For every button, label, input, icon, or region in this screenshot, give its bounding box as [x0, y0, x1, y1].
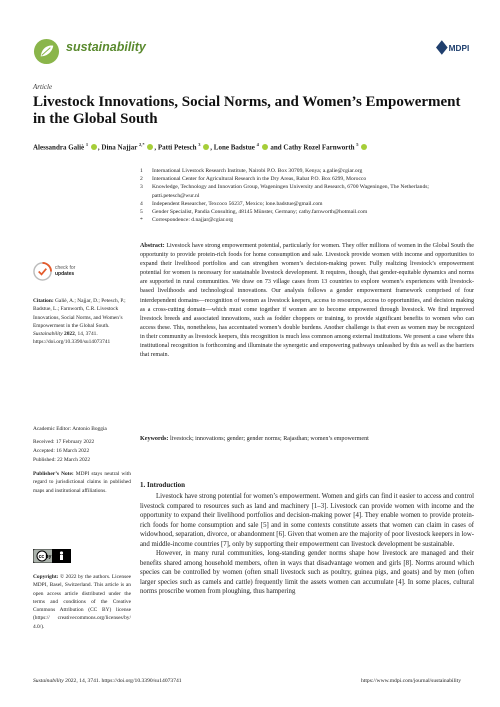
author-name[interactable]: Patti Petesch [157, 143, 197, 152]
check-for-updates-label: updates [55, 271, 75, 277]
author-affiliation-mark: 1 [85, 142, 89, 147]
author-name[interactable]: Lone Badstue [213, 143, 255, 152]
footer-citation [33, 678, 182, 684]
journal-name[interactable]: sustainability [66, 40, 146, 54]
abstract-label: Abstract: [140, 243, 165, 249]
citation-doi[interactable]: , 14, 3741. https://doi.org/10.3390/su14073741 [33, 331, 111, 346]
check-for-updates-label: check for [55, 265, 76, 271]
keywords [140, 435, 474, 444]
published-date [33, 456, 94, 465]
body-text [140, 492, 474, 597]
orcid-icon[interactable] [91, 144, 97, 150]
abstract [140, 242, 474, 360]
affiliation-row [140, 167, 475, 175]
affiliation-number: 2 [140, 176, 143, 183]
affiliation-number: 4 [140, 200, 143, 207]
keywords-label: Keywords: [140, 436, 169, 442]
affiliation-row [140, 216, 475, 224]
affiliation-text: International Center for Agricultural Research in the Dry Areas, Rabat P.O. Box 6299, Morocco [152, 176, 367, 183]
publisher-note [33, 470, 131, 495]
mdpi-logo[interactable] [436, 40, 469, 55]
journal-logo-icon [33, 38, 60, 65]
publisher-note-label: Publisher’s Note: [33, 471, 74, 477]
accepted-date [33, 447, 94, 456]
accepted-label: Accepted: [33, 448, 55, 454]
keywords-text: livestock; innovations; gender; gender norms; Rajasthan; women’s empowerment [169, 436, 369, 442]
affiliation-number: 5 [140, 209, 143, 216]
author-affiliation-mark: 5 [356, 142, 359, 147]
editor-name: Antonio Boggia [72, 426, 107, 432]
paragraph: However, in many rural communities, long-standing gender norms shape how livestock are managed and their benefits shared among household members, often in ways that disadvantage women and girls [8]. Norms around which species can be controlled by women (often small livestock such as poultry, guinea pigs, and goats) and by men (often larger species such as camels and cattle) frequently limit the assets women can accumulate [4]. In some places, cultural norms proscribe women from ploughing, thus hampering [140, 550, 474, 595]
published-label: Published: [33, 457, 56, 463]
article-type: Article [33, 83, 53, 91]
paragraph: Livestock have strong potential for women’s empowerment. Women and girls can find it easier to access and control livestock compared to resources such as land and machinery [1–3]. Livestock can provide women with income and the opportunity to expand their livelihood portfolios and decision-making power [4]. They enable women to provide protein-rich foods for home consumption and sale [5] and in some contexts constitute assets that women can claim in cases of widowhood, separation, divorce, or abandonment [6]. Given that women are the majority of poor livestock keepers in low- and middle-income countries [7], only by supporting their empowerment can livestock development be sustainable. [140, 493, 474, 548]
affiliation-text: Gender Specialist, Pandia Consulting, 48145 Münster, Germany; cathy.farnworth@hotmail.com [152, 209, 368, 216]
affiliation-row [140, 183, 475, 199]
affiliation-number: * [140, 217, 143, 224]
copyright-label: Copyright: [33, 574, 59, 580]
footer-journal-link[interactable]: https://www.mdpi.com/journal/sustainability [361, 678, 462, 684]
page-title: Livestock Innovations, Social Norms, and Women’s Empowerment in the Global South [33, 94, 461, 127]
check-for-updates-button[interactable] [33, 261, 95, 283]
affiliation-number: 1 [140, 168, 143, 174]
received-value: 17 February 2022 [55, 439, 95, 445]
orcid-icon[interactable] [361, 144, 367, 150]
citation-block [33, 297, 131, 347]
affiliation-row [140, 200, 475, 208]
received-date [33, 438, 94, 447]
orcid-icon[interactable] [203, 144, 209, 150]
author-affiliation-mark: 4 [256, 142, 259, 147]
mdpi-logo-text: MDPI [448, 43, 469, 53]
check-for-updates-icon [33, 262, 52, 281]
author-list: Alessandra Galiè $^1$ , Dina Najjar $^{2,*}$ , Patti Petesch $^3$ , Lone Badstue $^4$ and Cathy Rozel Farnworth $^5$ [33, 140, 473, 152]
correspondence-text: Correspondence: d.najjar@cgiar.org [152, 217, 234, 224]
editor-label: Academic Editor: [33, 426, 72, 432]
affiliations [140, 167, 475, 224]
publisher-note-text: MDPI stays neutral with regard to jurisdictional claims in published maps and institutional affiliations. [33, 471, 131, 494]
author-affiliation-mark: 2,* [138, 142, 145, 147]
article-dates [33, 438, 94, 465]
footer-doi[interactable]: 2022, 14, 3741. https://doi.org/10.3390/su14073741 [63, 678, 182, 684]
citation-year: 2022 [64, 331, 75, 338]
affiliation-number: 3 [140, 184, 143, 191]
copyright-notice [33, 573, 131, 631]
affiliation-row [140, 208, 475, 216]
copyright-text: © 2022 by the authors. Licensee MDPI, Basel, Switzerland. This article is an open access article distributed under the terms and conditions of the Creative Commons Attribution (CC BY) license (https:// creativecommons.org/licenses/by/ 4.0/). [33, 574, 131, 630]
affiliation-text: Independent Researcher, Texcoco 56237, Mexico; lone.badstue@gmail.com [152, 200, 323, 207]
author-name[interactable]: Dina Najjar [101, 143, 138, 152]
received-label: Received: [33, 439, 55, 445]
orcid-icon[interactable] [147, 144, 153, 150]
section-heading: 1. Introduction [140, 481, 185, 489]
cc-by-license-badge[interactable] [33, 549, 71, 563]
abstract-text: Livestock have strong empowerment potential, particularly for women. They offer millions of women in the Global South the opportunity to provide protein-rich foods for home consumption and sale. Livestock provide women with income and opportunities to expand their livelihood portfolios and can strengthen women’s decision-making power. Fully realizing livestock’s empowerment potential for women is necessary for sustainable livestock development. It requires, though, that gender-equitable dynamics and norms are supported in rural communities. We draw on 73 village cases from 13 countries to explore women’s experiences with livestock-based livelihoods and technological innovations. Our analysis follows a gender empowerment framework comprised of four interdependent domains—recognition of women as livestock keepers, access to resources, access to opportunities, and decision making as a cross-cutting domain—which must come together if women are to become empowered through livestock. We find improved livestock breeds and associated innovations, such as fodder choppers or training, to provide significant benefits to women who can access these. This, nonetheless, has accentuated women’s double burdens. Another challenge is that even as women may be recognized in their community as livestock keepers, this recognition is much less common among external institutions. We present a case where this institutional recognition is forthcoming and illuminate the synergetic and empowering pathways unleashed by this as well as the barriers that remain. [140, 243, 474, 359]
citation-label: Citation: [33, 298, 54, 304]
accepted-value: 16 March 2022 [56, 448, 90, 454]
affiliation-text: Knowledge, Technology and Innovation Group, Wageningen University and Research, 6700 Wageningen, The Netherlands; patti.petesch@wur.nl [152, 184, 429, 199]
academic-editor [33, 426, 107, 432]
citation-journal: Sustainability [33, 331, 63, 338]
published-value: 22 March 2022 [57, 457, 91, 463]
author-name[interactable]: Alessandra Galiè [33, 143, 85, 152]
author-affiliation-mark: 3 [198, 142, 201, 147]
affiliation-row [140, 175, 475, 183]
affiliation-text: International Livestock Research Institute, Nairobi P.O. Box 30709, Kenya; a.galie@cgiar.org [152, 168, 363, 174]
footer-journal: Sustainability [33, 678, 64, 684]
author-name[interactable]: Cathy Rozel Farnworth [283, 143, 355, 152]
citation-text: Galiè, A.; Najjar, D.; Petesch, P.; Badstue, L.; Farnworth, C.R. Livestock Innovations, Social Norms, and Women’s Empowerment in the Global South. [33, 298, 126, 329]
orcid-icon[interactable] [262, 144, 268, 150]
cc-badge-text: cc by [38, 554, 52, 560]
